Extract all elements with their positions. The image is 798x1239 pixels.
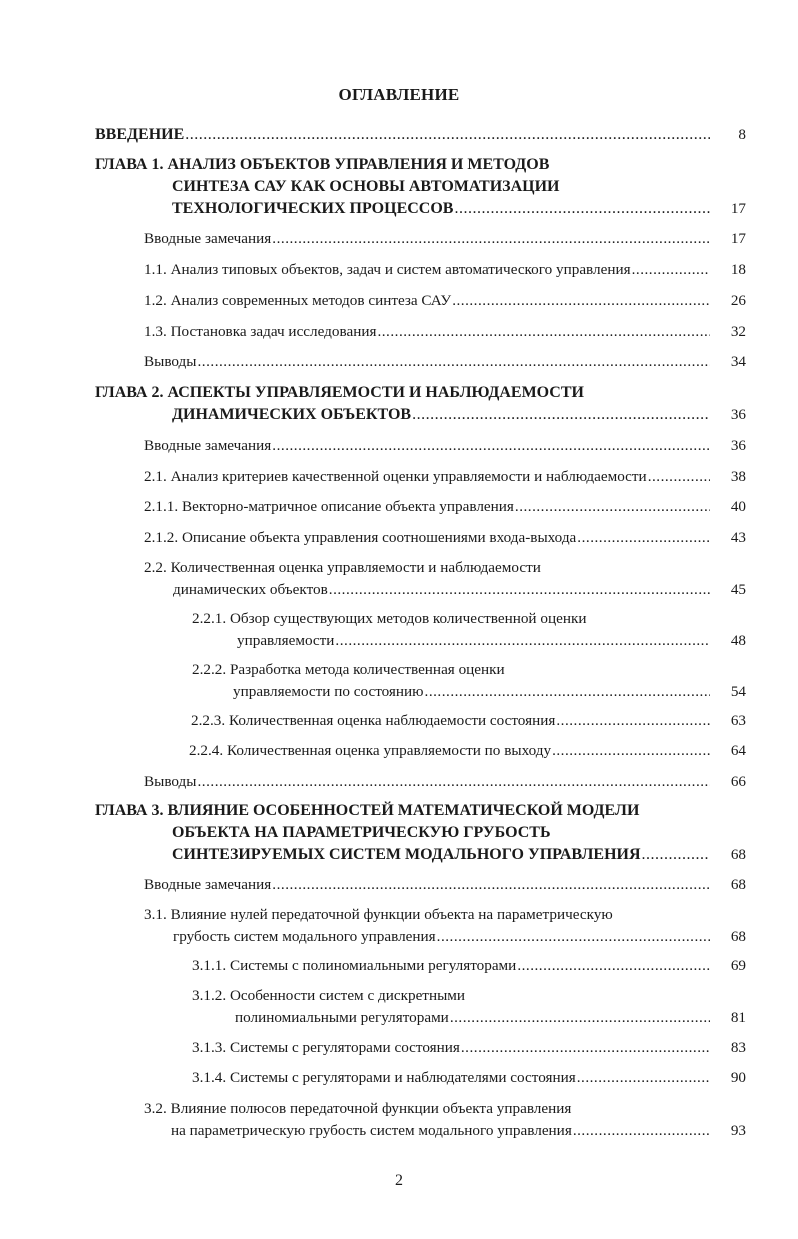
- toc-entry: [144, 466, 710, 488]
- toc-entry: [144, 259, 710, 281]
- page-number: 2: [395, 1172, 403, 1189]
- toc-entry: [192, 985, 710, 1029]
- toc-entry: [192, 1037, 710, 1059]
- toc-entry-text: 3.1.2. Особенности систем с дискретными: [192, 987, 466, 1004]
- toc-page-number: 68: [730, 846, 746, 863]
- toc-entry: [144, 1098, 710, 1142]
- toc-page-number: 8: [738, 126, 746, 143]
- toc-page-number: 17: [730, 200, 746, 217]
- toc-entry: [144, 290, 710, 312]
- leader-dots: [334, 630, 710, 652]
- toc-entry: [191, 710, 710, 732]
- toc-entry: [144, 904, 710, 948]
- toc-entry-text: 2.1. Анализ критериев качественной оценки управляемости и наблюдаемости: [144, 468, 647, 485]
- toc-entry-text: Выводы: [144, 353, 197, 370]
- toc-page-number: 68: [730, 876, 746, 893]
- leader-dots: [271, 435, 710, 457]
- toc-page-number: 68: [730, 928, 746, 945]
- leader-dots: [647, 466, 710, 488]
- toc-entry-chapter-1: [95, 154, 710, 220]
- toc-entry-text: ВВЕДЕНИЕ: [95, 126, 185, 143]
- leader-dots: [424, 681, 710, 703]
- toc-entry-text: 2.2. Количественная оценка управляемости и наблюдаемости: [144, 559, 541, 576]
- toc-page-number: 40: [730, 498, 746, 515]
- toc-page-number: 17: [730, 230, 746, 247]
- toc-entry-text: ТЕХНОЛОГИЧЕСКИХ ПРОЦЕССОВ: [172, 200, 454, 217]
- toc-entry-text: 1.1. Анализ типовых объектов, задач и систем автоматического управления: [144, 261, 631, 278]
- toc-page-number: 43: [730, 529, 746, 546]
- toc-entry: [144, 228, 710, 250]
- toc-entry: [189, 740, 710, 762]
- toc-entry-text: 2.1.2. Описание объекта управления соотношениями входа-выхода: [144, 529, 577, 546]
- toc-entry-text: 3.1.3. Системы с регуляторами состояния: [192, 1039, 460, 1056]
- toc-page-number: 18: [730, 261, 746, 278]
- leader-dots: [328, 579, 710, 601]
- leader-dots: [184, 124, 710, 146]
- toc-entry-text: на параметрическую грубость систем модального управления: [171, 1122, 572, 1139]
- toc-entry-text: 2.1.1. Векторно-матричное описание объекта управления: [144, 498, 514, 515]
- leader-dots: [449, 1007, 710, 1029]
- leader-dots: [197, 771, 711, 793]
- toc-page-number: 81: [730, 1009, 746, 1026]
- leader-dots: [436, 926, 710, 948]
- leader-dots: [453, 198, 710, 220]
- toc-entry: [144, 496, 710, 518]
- toc-entry-text: ГЛАВА 3. ВЛИЯНИЕ ОСОБЕННОСТЕЙ МАТЕМАТИЧЕСКОЙ МОДЕЛИ: [95, 802, 640, 819]
- toc-entry: [144, 771, 710, 793]
- toc-entry-text: полиномиальными регуляторами: [235, 1009, 449, 1026]
- leader-dots: [451, 290, 710, 312]
- toc-page-number: 93: [730, 1122, 746, 1139]
- toc-entry-text: СИНТЕЗИРУЕМЫХ СИСТЕМ МОДАЛЬНОГО УПРАВЛЕНИЯ: [172, 846, 641, 863]
- toc-page-number: 36: [730, 437, 746, 454]
- leader-dots: [555, 710, 710, 732]
- toc-entry-text: Вводные замечания: [144, 230, 272, 247]
- toc-entry-text: 1.2. Анализ современных методов синтеза САУ: [144, 292, 452, 309]
- toc-entry-text: ОБЪЕКТА НА ПАРАМЕТРИЧЕСКУЮ ГРУБОСТЬ: [172, 824, 551, 841]
- leader-dots: [572, 1120, 710, 1142]
- toc-entry-text: 3.1. Влияние нулей передаточной функции объекта на параметрическую: [144, 906, 613, 923]
- toc-entry-chapter-2: [95, 382, 710, 426]
- toc-entry-text: 2.2.4. Количественная оценка управляемости по выходу: [189, 742, 552, 759]
- toc-entry-text: 2.2.3. Количественная оценка наблюдаемости состояния: [191, 712, 556, 729]
- toc-entry: [192, 1067, 710, 1089]
- toc-entry: [144, 351, 710, 373]
- toc-entry-text: ГЛАВА 2. АСПЕКТЫ УПРАВЛЯЕМОСТИ И НАБЛЮДАЕМОСТИ: [95, 384, 584, 401]
- leader-dots: [514, 496, 710, 518]
- toc-page-number: 83: [730, 1039, 746, 1056]
- toc-entry-text: 2.2.2. Разработка метода количественная оценки: [192, 661, 505, 678]
- toc-entry: [144, 874, 710, 896]
- toc-page-number: 54: [730, 683, 746, 700]
- leader-dots: [516, 955, 710, 977]
- toc-entry-text: ГЛАВА 1. АНАЛИЗ ОБЪЕКТОВ УПРАВЛЕНИЯ И МЕТОДОВ: [95, 156, 550, 173]
- toc-entry-text: ДИНАМИЧЕСКИХ ОБЪЕКТОВ: [172, 406, 412, 423]
- toc-entry: [192, 608, 710, 652]
- toc-entry-text: 3.1.1. Системы с полиномиальными регуляторами: [192, 957, 517, 974]
- leader-dots: [376, 321, 710, 343]
- leader-dots: [460, 1037, 710, 1059]
- leader-dots: [411, 404, 710, 426]
- toc-page-number: 90: [730, 1069, 746, 1086]
- toc-entry-text: СИНТЕЗА САУ КАК ОСНОВЫ АВТОМАТИЗАЦИИ: [172, 178, 560, 195]
- toc-entry-text: управляемости: [237, 632, 335, 649]
- toc-page-number: 34: [730, 353, 746, 370]
- toc-entry-text: 3.2. Влияние полюсов передаточной функции объекта управления: [144, 1100, 572, 1117]
- toc-title: ОГЛАВЛЕНИЕ: [338, 85, 460, 104]
- toc-entry-text: 1.3. Постановка задач исследования: [144, 323, 377, 340]
- leader-dots: [641, 844, 710, 866]
- toc-entry-text: Вводные замечания: [144, 876, 272, 893]
- toc-page-number: 36: [730, 406, 746, 423]
- leader-dots: [271, 228, 710, 250]
- toc-page-number: 64: [730, 742, 746, 759]
- toc-entry-text: 2.2.1. Обзор существующих методов количественной оценки: [192, 610, 587, 627]
- toc-entry: [192, 659, 710, 703]
- toc-page-number: 26: [730, 292, 746, 309]
- leader-dots: [576, 1067, 710, 1089]
- toc-entry-text: управляемости по состоянию: [233, 683, 424, 700]
- toc-entry-text: динамических объектов: [173, 581, 328, 598]
- toc-entry-text: Выводы: [144, 773, 197, 790]
- toc-page-number: 66: [730, 773, 746, 790]
- toc-entry-chapter-3: [95, 800, 710, 866]
- toc-page-number: 69: [730, 957, 746, 974]
- leader-dots: [631, 259, 710, 281]
- toc-entry: [144, 321, 710, 343]
- toc-page-number: 38: [730, 468, 746, 485]
- toc-entry-introduction: [95, 124, 710, 146]
- toc-page-number: 48: [730, 632, 746, 649]
- toc-entry: [192, 955, 710, 977]
- toc-entry: [144, 557, 710, 601]
- toc-entry: [144, 527, 710, 549]
- toc-page-number: 32: [730, 323, 746, 340]
- toc-entry-text: 3.1.4. Системы с регуляторами и наблюдателями состояния: [192, 1069, 576, 1086]
- toc-entry-text: грубость систем модального управления: [173, 928, 436, 945]
- toc-entry-text: Вводные замечания: [144, 437, 272, 454]
- leader-dots: [197, 351, 711, 373]
- leader-dots: [576, 527, 710, 549]
- toc-page-number: 63: [730, 712, 746, 729]
- toc-page-number: 45: [730, 581, 746, 598]
- leader-dots: [271, 874, 710, 896]
- leader-dots: [551, 740, 710, 762]
- toc-entry: [144, 435, 710, 457]
